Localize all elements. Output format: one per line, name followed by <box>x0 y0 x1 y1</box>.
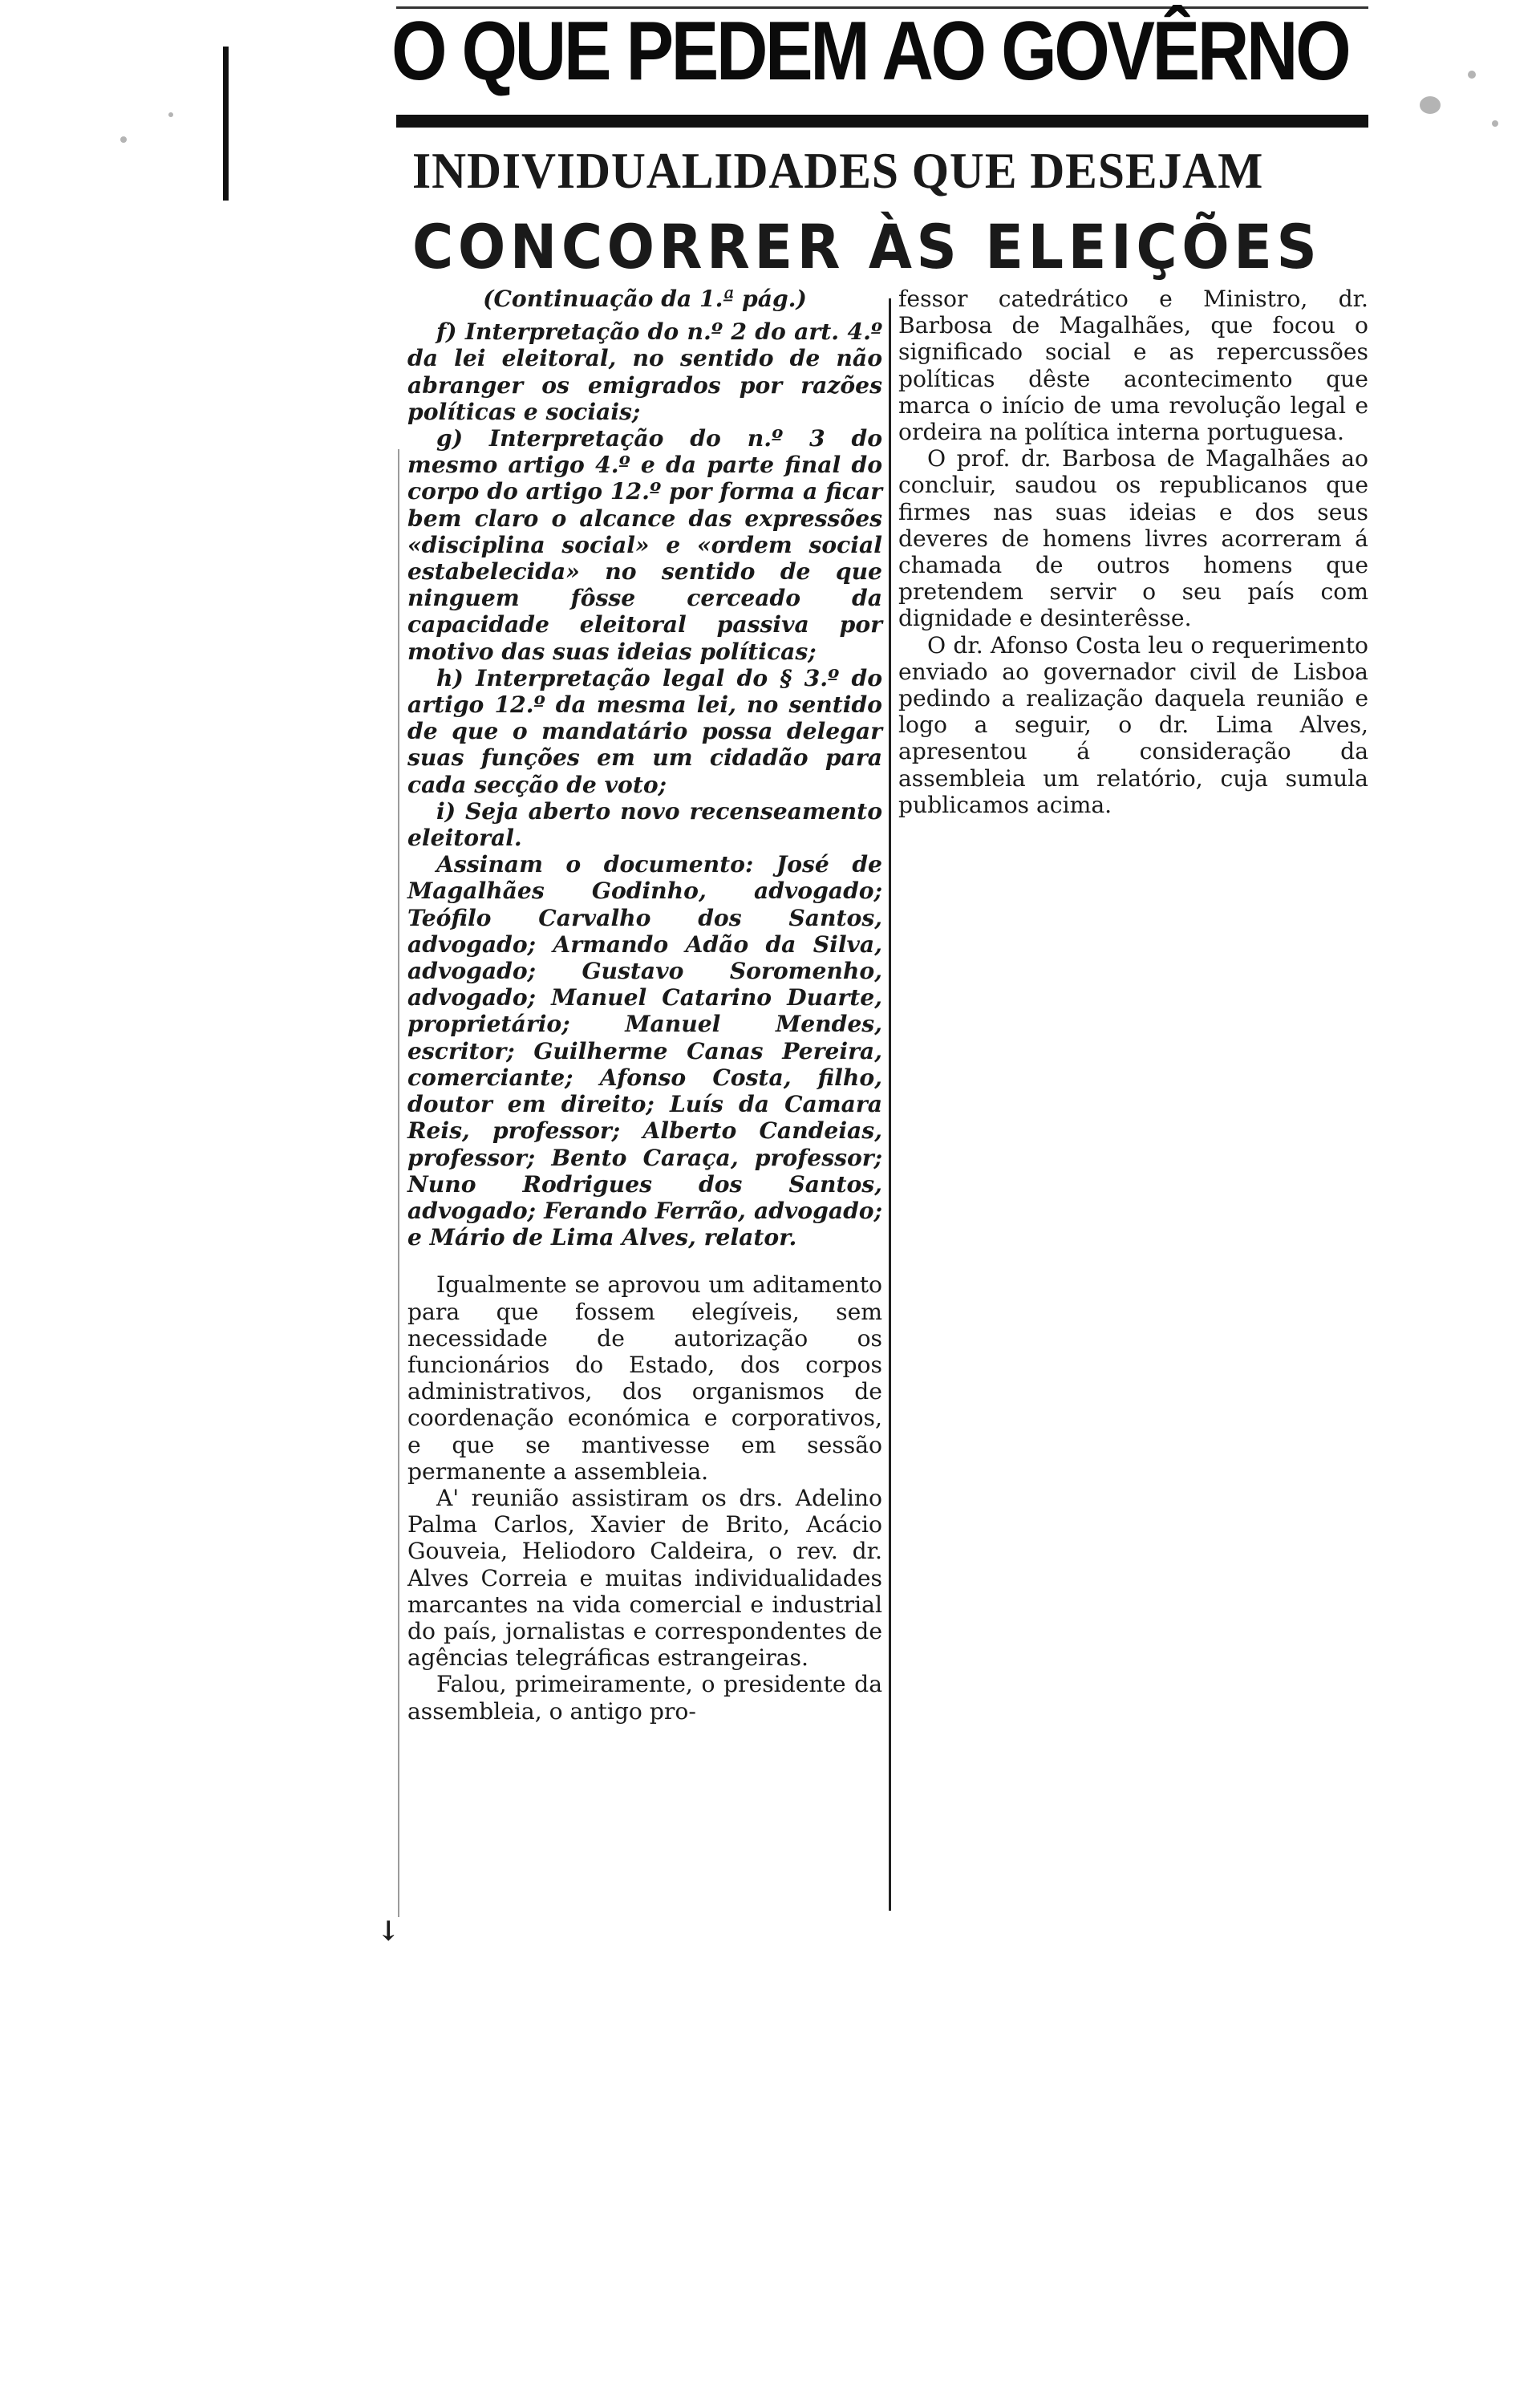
column-rule <box>889 298 891 1911</box>
costa-request-paragraph: O dr. Afonso Costa leu o requerimento enviado ao governador civil de Lisboa pedindo a realização daquela reunião e logo a seguir, o dr. Lima Alves, apresentou á consideração da assembleia um relatório, cuja sumula publicamos acima. <box>898 631 1368 818</box>
demand-item-i: i) Seja aberto novo recenseamento eleitoral. <box>407 797 882 852</box>
demand-item-h: h) Interpretação legal do § 3.º do artigo 12.º da mesma lei, no sentido de que o mandatário possa delegar suas funções em um cidadão para cada secção de voto; <box>407 664 882 798</box>
scan-speck <box>1468 71 1476 79</box>
headline-rule <box>396 115 1368 128</box>
article-column-2 <box>898 286 1368 818</box>
subheadline-line2: CONCORRER ÀS ELEIÇÕES <box>412 211 1322 282</box>
scan-speck <box>168 112 173 117</box>
demand-item-f: f) Interpretação do n.º 2 do art. 4.º da lei eleitoral, no sentido de não abranger os emigrados por razões políticas e sociais; <box>407 318 882 425</box>
president-speech-paragraph: fessor catedrático e Ministro, dr. Barbosa de Magalhães, que focou o significado social e as repercussões políticas dêste acontecimento que marca o início de uma revolução legal e ordeira na política interna portuguesa. <box>898 286 1368 446</box>
demand-item-g: g) Interpretação do n.º 3 do mesmo artigo 4.º e da parte final do corpo do artigo 12.º por forma a ficar bem claro o alcance das expressões «disciplina social» e «ordem social estabelecida» no sentido de que ninguem fôsse cerceado da capacidade eleitoral passiva por motivo das suas ideias políticas; <box>407 425 882 665</box>
scan-speck <box>120 136 127 143</box>
arrow-mark-icon: ↓ <box>377 1916 400 1948</box>
margin-rule <box>223 47 229 201</box>
barbosa-closing-paragraph: O prof. dr. Barbosa de Magalhães ao concluir, saudou os republicanos que firmes nas suas ideias e dos seus deveres de homens livres acorreram á chamada de outros homens que pretendem servir o seu país com dignidade e desinterêsse. <box>898 445 1368 632</box>
column-rule-left <box>398 449 399 1917</box>
subheadline-line1: INDIVIDUALIDADES QUE DESEJAM <box>412 142 1264 199</box>
scan-speck <box>1492 120 1498 127</box>
speech-intro-paragraph: Falou, primeiramente, o presidente da assembleia, o antigo pro- <box>407 1671 882 1725</box>
signatories: Assinam o documento: José de Magalhães Godinho, advogado; Teófilo Carvalho dos Santos, advogado; Armando Adão da Silva, advogado; Gustavo Soromenho, advogado; Manuel Catarino Duarte, proprietário; Manuel Mendes, escritor; Guilherme Canas Pereira, comerciante; Afonso Costa, filho, doutor em direito; Luís da Camara Reis, professor; Alberto Candeias, professor; Bento Caraça, professor; Nuno Rodrigues dos Santos, advogado; Ferando Ferrão, advogado; e Mário de Lima Alves, relator. <box>407 851 882 1251</box>
attendees-paragraph: A' reunião assistiram os drs. Adelino Palma Carlos, Xavier de Brito, Acácio Gouveia, Heliodoro Caldeira, o rev. dr. Alves Correia e muitas individualidades marcantes na vida comercial e industrial do país, jornalistas e correspondentes de agências telegráficas estrangeiras. <box>407 1484 882 1672</box>
scan-speck <box>1420 96 1441 114</box>
headline: O QUE PEDEM AO GOVÊRNO <box>391 5 1349 98</box>
continuation-note: (Continuação da 1.ª pág.) <box>483 286 807 312</box>
article-column-1 <box>407 286 882 1725</box>
amendment-paragraph: Igualmente se aprovou um aditamento para que fossem elegíveis, sem necessidade de autorização os funcionários do Estado, dos corpos administrativos, dos organismos de coordenação económica e corporativos, e que se mantivesse em sessão permanente a assembleia. <box>407 1271 882 1485</box>
demands-list <box>407 318 882 1251</box>
